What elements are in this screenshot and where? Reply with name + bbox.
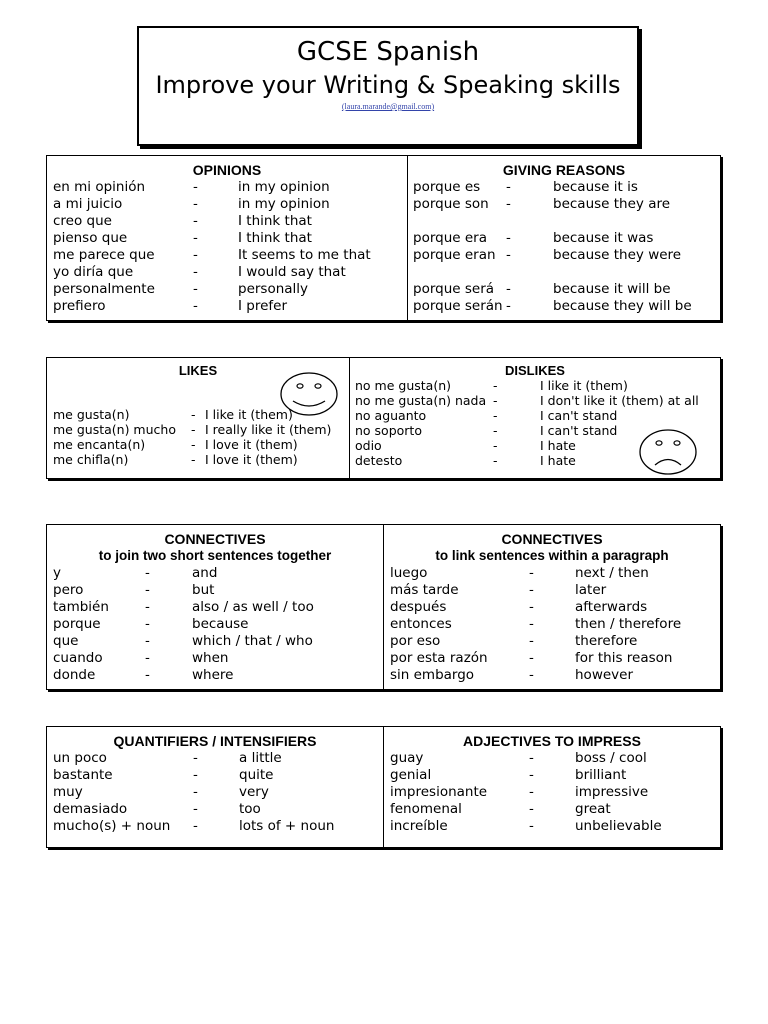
english-translation: then / therefore	[575, 616, 682, 632]
english-translation: afterwards	[575, 599, 648, 615]
separator-dash: -	[191, 422, 196, 437]
spanish-phrase: porque son	[413, 196, 489, 212]
vocab-row	[350, 378, 720, 393]
spanish-phrase: me chifla(n)	[53, 452, 129, 467]
spanish-phrase: un poco	[53, 750, 107, 766]
english-translation: very	[239, 784, 269, 800]
spanish-phrase: pero	[53, 582, 84, 598]
separator-dash: -	[145, 667, 150, 683]
vocab-row	[47, 750, 383, 767]
spanish-phrase: porque será	[413, 281, 495, 297]
spanish-phrase: me parece que	[53, 247, 155, 263]
english-translation: I prefer	[238, 298, 288, 314]
separator-dash: -	[506, 196, 511, 212]
quantifiers-heading: QUANTIFIERS / INTENSIFIERS	[113, 733, 317, 749]
spanish-phrase: increíble	[390, 818, 448, 834]
vocab-row	[384, 801, 720, 818]
vocab-row	[384, 818, 720, 835]
spanish-phrase: odio	[355, 438, 382, 453]
vocab-row	[47, 298, 407, 315]
connectives-join-heading: CONNECTIVES	[164, 531, 266, 547]
spanish-phrase: en mi opinión	[53, 179, 146, 195]
separator-dash: -	[529, 616, 534, 632]
separator-dash: -	[145, 565, 150, 581]
separator-dash: -	[193, 247, 198, 263]
separator-dash: -	[193, 818, 198, 834]
spanish-phrase: no me gusta(n)	[355, 378, 451, 393]
vocab-row	[47, 281, 407, 298]
vocab-row	[47, 667, 383, 684]
spanish-phrase: fenomenal	[390, 801, 462, 817]
english-translation: brilliant	[575, 767, 627, 783]
sad-face-icon	[638, 428, 698, 476]
separator-dash: -	[529, 582, 534, 598]
spanish-phrase: impresionante	[390, 784, 488, 800]
spanish-phrase: sin embargo	[390, 667, 475, 683]
english-translation: personally	[238, 281, 309, 297]
vocab-row	[384, 565, 720, 582]
english-translation: because it will be	[553, 281, 671, 297]
spanish-phrase: también	[53, 599, 109, 615]
spanish-phrase: porque eran	[413, 247, 496, 263]
separator-dash: -	[493, 453, 498, 468]
separator-dash: -	[529, 650, 534, 666]
english-translation: lots of + noun	[239, 818, 335, 834]
separator-dash: -	[193, 750, 198, 766]
english-translation: I love it (them)	[205, 437, 298, 452]
spanish-phrase: pienso que	[53, 230, 128, 246]
vocab-row	[47, 633, 383, 650]
separator-dash: -	[193, 298, 198, 314]
separator-dash: -	[191, 437, 196, 452]
connectives-link-column	[384, 525, 720, 689]
spanish-phrase: después	[390, 599, 447, 615]
separator-dash: -	[506, 179, 511, 195]
spanish-phrase: yo diría que	[53, 264, 134, 280]
vocab-row	[384, 582, 720, 599]
vocab-row	[408, 213, 720, 230]
english-translation: great	[575, 801, 611, 817]
vocab-row	[47, 264, 407, 281]
spanish-phrase: donde	[53, 667, 96, 683]
vocab-row	[408, 196, 720, 213]
english-translation: I hate	[540, 438, 576, 453]
english-translation: impressive	[575, 784, 649, 800]
english-translation: however	[575, 667, 634, 683]
separator-dash: -	[193, 784, 198, 800]
vocab-row	[384, 784, 720, 801]
connectives-link-heading: CONNECTIVES	[501, 531, 603, 547]
vocab-row	[47, 565, 383, 582]
spanish-phrase: mucho(s) + noun	[53, 818, 171, 834]
english-translation: because	[192, 616, 249, 632]
separator-dash: -	[193, 179, 198, 195]
separator-dash: -	[529, 767, 534, 783]
english-translation: in my opinion	[238, 179, 330, 195]
english-translation: I like it (them)	[205, 407, 293, 422]
separator-dash: -	[529, 633, 534, 649]
spanish-phrase: porque era	[413, 230, 487, 246]
separator-dash: -	[145, 582, 150, 598]
vocab-row	[350, 393, 720, 408]
vocab-row	[47, 599, 383, 616]
spanish-phrase: y	[53, 565, 61, 581]
spanish-phrase: detesto	[355, 453, 403, 468]
english-translation: in my opinion	[238, 196, 330, 212]
separator-dash: -	[529, 784, 534, 800]
vocab-row	[47, 437, 349, 452]
english-translation: I really like it (them)	[205, 422, 332, 437]
spanish-phrase: por eso	[390, 633, 441, 649]
separator-dash: -	[506, 230, 511, 246]
english-translation: I think that	[238, 213, 312, 229]
separator-dash: -	[193, 230, 198, 246]
english-translation: I think that	[238, 230, 312, 246]
separator-dash: -	[506, 281, 511, 297]
vocab-row	[384, 750, 720, 767]
spanish-phrase: cuando	[53, 650, 103, 666]
separator-dash: -	[193, 767, 198, 783]
page-title: GCSE Spanish	[296, 37, 480, 67]
english-translation: where	[192, 667, 234, 683]
spanish-phrase: guay	[390, 750, 424, 766]
separator-dash: -	[145, 633, 150, 649]
vocab-row	[408, 247, 720, 264]
vocab-row	[408, 230, 720, 247]
separator-dash: -	[493, 393, 498, 408]
vocab-row	[384, 599, 720, 616]
vocab-row	[384, 767, 720, 784]
vocab-row	[408, 298, 720, 315]
vocab-row	[350, 408, 720, 423]
spanish-phrase: me encanta(n)	[53, 437, 146, 452]
english-translation: therefore	[575, 633, 638, 649]
english-translation: I love it (them)	[205, 452, 298, 467]
vocab-row	[47, 818, 383, 835]
spanish-phrase: más tarde	[390, 582, 459, 598]
spanish-phrase: no aguanto	[355, 408, 427, 423]
english-translation: It seems to me that	[238, 247, 371, 263]
spanish-phrase: porque	[53, 616, 101, 632]
english-translation: later	[575, 582, 607, 598]
opinions-reasons-table	[46, 155, 721, 321]
english-translation: also / as well / too	[192, 599, 314, 615]
separator-dash: -	[529, 565, 534, 581]
vocab-row	[384, 667, 720, 684]
separator-dash: -	[193, 281, 198, 297]
vocab-row	[408, 281, 720, 298]
english-translation: next / then	[575, 565, 649, 581]
vocab-row	[47, 650, 383, 667]
spanish-phrase: muy	[53, 784, 83, 800]
english-translation: too	[239, 801, 261, 817]
separator-dash: -	[193, 264, 198, 280]
english-translation: boss / cool	[575, 750, 647, 766]
spanish-phrase: me gusta(n)	[53, 407, 130, 422]
vocab-row	[47, 784, 383, 801]
vocab-row	[384, 633, 720, 650]
separator-dash: -	[493, 423, 498, 438]
english-translation: I can't stand	[540, 423, 618, 438]
opinions-heading: OPINIONS	[192, 162, 262, 178]
vocab-row	[47, 230, 407, 247]
english-translation: which / that / who	[192, 633, 313, 649]
english-translation: I like it (them)	[540, 378, 628, 393]
likes-column	[47, 358, 349, 478]
reasons-heading: GIVING REASONS	[502, 162, 626, 178]
separator-dash: -	[193, 801, 198, 817]
connectives-table	[46, 524, 721, 690]
reasons-column	[408, 156, 720, 320]
vocab-row	[47, 196, 407, 213]
separator-dash: -	[529, 818, 534, 834]
smiley-face-icon	[279, 371, 339, 417]
vocab-row	[47, 247, 407, 264]
english-translation: for this reason	[575, 650, 673, 666]
english-translation: I would say that	[238, 264, 346, 280]
dislikes-column	[350, 358, 720, 478]
separator-dash: -	[493, 378, 498, 393]
separator-dash: -	[191, 407, 196, 422]
vocab-row	[384, 650, 720, 667]
separator-dash: -	[145, 650, 150, 666]
adjectives-column	[384, 727, 720, 847]
quantifiers-column	[47, 727, 383, 847]
english-translation: because it is	[553, 179, 638, 195]
connectives-link-subheading: to link sentences within a paragraph	[435, 548, 669, 563]
spanish-phrase: luego	[390, 565, 428, 581]
english-translation: and	[192, 565, 218, 581]
english-translation: because they were	[553, 247, 682, 263]
vocab-row	[47, 801, 383, 818]
english-translation: because it was	[553, 230, 654, 246]
vocab-row	[47, 767, 383, 784]
spanish-phrase: personalmente	[53, 281, 155, 297]
spanish-phrase: prefiero	[53, 298, 106, 314]
english-translation: a little	[239, 750, 282, 766]
vocab-row	[47, 422, 349, 437]
spanish-phrase: por esta razón	[390, 650, 488, 666]
separator-dash: -	[506, 247, 511, 263]
likes-dislikes-table	[46, 357, 721, 479]
spanish-phrase: porque es	[413, 179, 481, 195]
spanish-phrase: no me gusta(n) nada	[355, 393, 487, 408]
spanish-phrase: porque serán	[413, 298, 503, 314]
vocab-row	[47, 179, 407, 196]
separator-dash: -	[193, 213, 198, 229]
vocab-row	[47, 616, 383, 633]
separator-dash: -	[145, 599, 150, 615]
separator-dash: -	[529, 599, 534, 615]
separator-dash: -	[529, 801, 534, 817]
english-translation: unbelievable	[575, 818, 662, 834]
english-translation: but	[192, 582, 215, 598]
separator-dash: -	[493, 408, 498, 423]
english-translation: I hate	[540, 453, 576, 468]
adjectives-heading: ADJECTIVES TO IMPRESS	[463, 733, 641, 749]
spanish-phrase: bastante	[53, 767, 113, 783]
spanish-phrase: a mi juicio	[53, 196, 123, 212]
vocab-row	[47, 213, 407, 230]
separator-dash: -	[191, 452, 196, 467]
dislikes-heading: DISLIKES	[505, 363, 565, 378]
spanish-phrase: que	[53, 633, 79, 649]
vocab-row	[47, 582, 383, 599]
spanish-phrase: no soporto	[355, 423, 422, 438]
separator-dash: -	[506, 298, 511, 314]
english-translation: quite	[239, 767, 274, 783]
spanish-phrase: entonces	[390, 616, 452, 632]
vocab-row	[408, 264, 720, 281]
english-translation: when	[192, 650, 229, 666]
connectives-join-subheading: to join two short sentences together	[98, 548, 332, 563]
english-translation: I don't like it (them) at all	[540, 393, 699, 408]
separator-dash: -	[529, 750, 534, 766]
spanish-phrase: me gusta(n) mucho	[53, 422, 176, 437]
english-translation: because they will be	[553, 298, 692, 314]
english-translation: I can't stand	[540, 408, 618, 423]
vocab-row	[408, 179, 720, 196]
opinions-column	[47, 156, 407, 320]
separator-dash: -	[145, 616, 150, 632]
separator-dash: -	[493, 438, 498, 453]
spanish-phrase: creo que	[53, 213, 112, 229]
connectives-join-column	[47, 525, 383, 689]
spanish-phrase: genial	[390, 767, 432, 783]
english-translation: because they are	[553, 196, 671, 212]
vocab-row	[47, 452, 349, 467]
page-subtitle: Improve your Writing & Speaking skills	[155, 71, 621, 99]
quantifiers-adjectives-table	[46, 726, 721, 848]
likes-heading: LIKES	[178, 363, 218, 378]
separator-dash: -	[529, 667, 534, 683]
author-email-link[interactable]: (laura.marande@gmail.com)	[341, 102, 435, 111]
separator-dash: -	[193, 196, 198, 212]
spanish-phrase: demasiado	[53, 801, 128, 817]
title-box	[137, 26, 639, 146]
vocab-row	[384, 616, 720, 633]
